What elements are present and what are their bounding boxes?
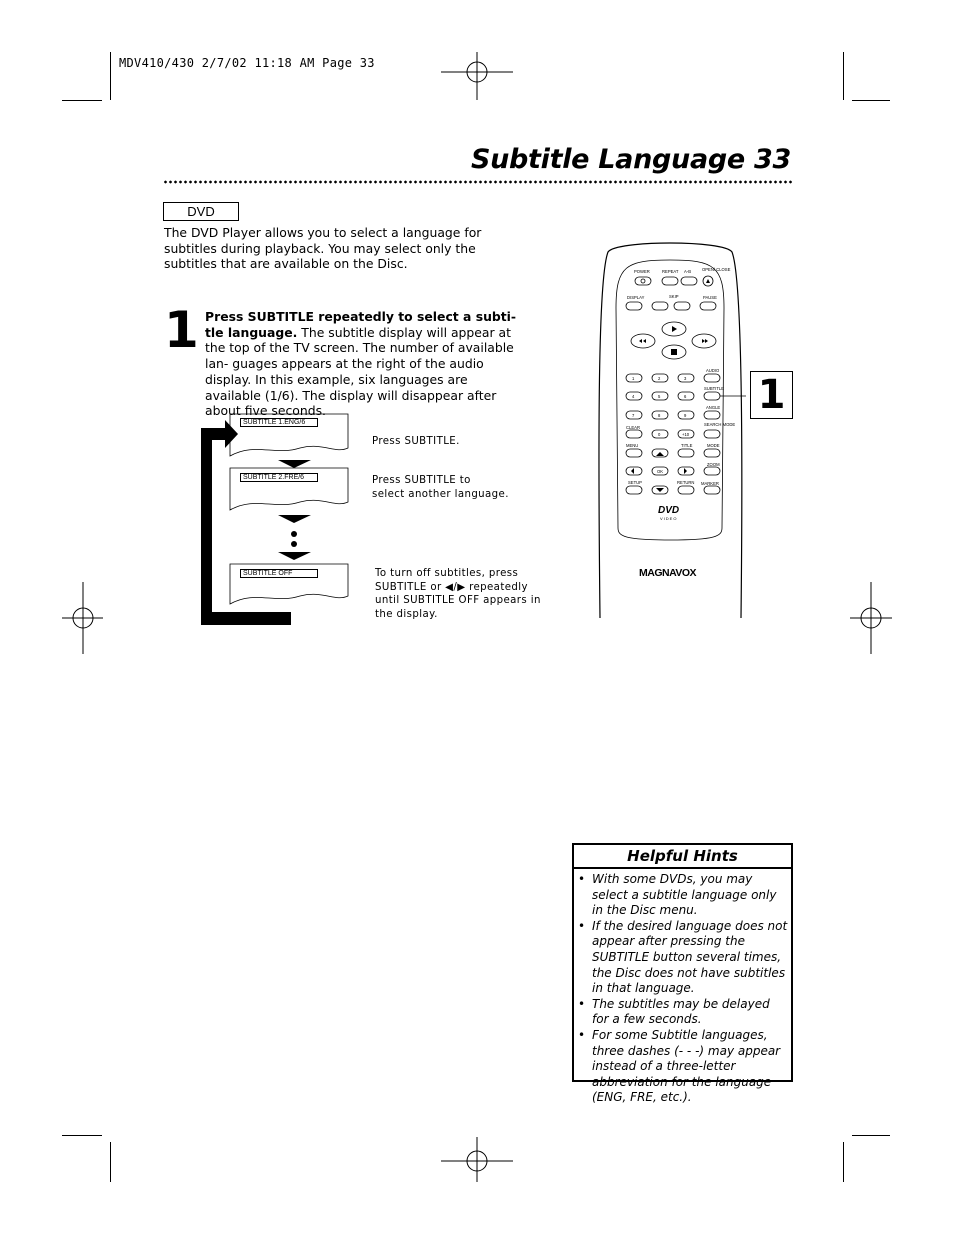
- video-logo: VIDEO: [660, 516, 678, 521]
- helpful-hints-box: [572, 843, 793, 1105]
- return-label: RETURN: [677, 480, 695, 485]
- hint-item: • If the desired language does not appear after pressing the SUBTITLE button several times, the Disc does not have subtitles in that language.: [578, 918, 788, 996]
- subtitle-label: SUBTITLE: [704, 386, 725, 391]
- dvd-section-tag: DVD: [163, 202, 239, 221]
- svg-text:4: 4: [632, 394, 635, 399]
- intro-paragraph: The DVD Player allows you to select a language for subtitles during playback. You may select only the subtitles that are available on the Disc.: [164, 225, 482, 272]
- angle-label: ANGLE: [706, 405, 721, 410]
- dot-1: [291, 531, 297, 537]
- display-label: DISPLAY: [627, 295, 645, 300]
- svg-text:8: 8: [658, 413, 661, 418]
- svg-text:OK: OK: [657, 469, 664, 474]
- power-label: POWER: [634, 269, 650, 274]
- step-body-text: The subtitle display will appear at the top of the TV screen. The number of available lan- guages appears at the right of the audio display. In this example, six languages are available (1/6). The display will disappear after about five seconds.: [205, 324, 514, 419]
- step-instruction: [205, 309, 523, 419]
- brand-logo: MAGNAVOX: [639, 567, 697, 579]
- caption-2: Press SUBTITLE to select another language.: [372, 475, 509, 500]
- audio-label: AUDIO: [706, 368, 720, 373]
- hints-title: Helpful Hints: [574, 845, 791, 869]
- screen-label-3: SUBTITLE OFF: [240, 569, 318, 578]
- screen-label-1: SUBTITLE 1.ENG/6: [240, 418, 318, 427]
- repeat-label: REPEAT: [662, 269, 679, 274]
- dotted-divider: [163, 180, 793, 184]
- ab-label: A-B: [684, 269, 691, 274]
- step-number: 1: [164, 301, 199, 359]
- svg-text:0: 0: [658, 432, 661, 437]
- dot-2: [291, 541, 297, 547]
- screen-label-2: SUBTITLE 2.FRE/6: [240, 473, 318, 482]
- svg-text:7: 7: [632, 413, 635, 418]
- setup-label: SETUP: [628, 480, 642, 485]
- zoom-label: ZOOM: [707, 462, 720, 467]
- menu-label: MENU: [626, 443, 639, 448]
- page-title: Subtitle Language 33: [470, 144, 791, 175]
- skip-label: SKIP: [669, 294, 679, 299]
- subtitle-flow-diagram: [195, 412, 365, 630]
- title-label: TITLE: [681, 443, 693, 448]
- down-arrow-3: [278, 552, 311, 560]
- svg-text:6: 6: [684, 394, 687, 399]
- svg-text:9: 9: [684, 413, 687, 418]
- pause-label: PAUSE: [703, 295, 717, 300]
- down-arrow-1: [278, 460, 311, 468]
- caption-3: To turn off subtitles, press SUBTITLE or ◀/▶ repeatedly until SUBTITLE OFF appears in the display.: [375, 568, 541, 620]
- print-stamp: MDV410/430 2/7/02 11:18 AM Page 33: [119, 56, 375, 70]
- callout-step-1: 1: [750, 371, 793, 419]
- hints-list: [578, 872, 788, 1106]
- svg-text:5: 5: [658, 394, 661, 399]
- open-close-label: OPEN/ CLOSE: [702, 267, 731, 272]
- remote-control-illustration: [596, 238, 746, 618]
- marker-label: MARKER: [701, 481, 719, 486]
- hint-item: • With some DVDs, you may select a subtitle language only in the Disc menu.: [578, 872, 777, 918]
- search-mode-label: SEARCH MODE: [704, 422, 736, 427]
- mode-label: MODE: [707, 443, 720, 448]
- svg-text:2: 2: [658, 376, 661, 381]
- svg-text:3: 3: [684, 376, 687, 381]
- down-arrow-2: [278, 515, 311, 523]
- caption-1: Press SUBTITLE.: [372, 436, 460, 447]
- hint-item: • For some Subtitle languages, three dashes (- - -) may appear instead of a three-letter abbreviation for the language (ENG, FRE, etc.).: [578, 1027, 781, 1105]
- clear-label: CLEAR: [626, 425, 640, 430]
- svg-text:1: 1: [632, 376, 635, 381]
- svg-text:+10: +10: [682, 432, 690, 437]
- step-bold-text: Press SUBTITLE repeatedly to select a subti- tle language.: [205, 309, 517, 340]
- hint-item: • The subtitles may be delayed for a few seconds.: [578, 996, 770, 1027]
- dvd-logo: DVD: [658, 505, 680, 516]
